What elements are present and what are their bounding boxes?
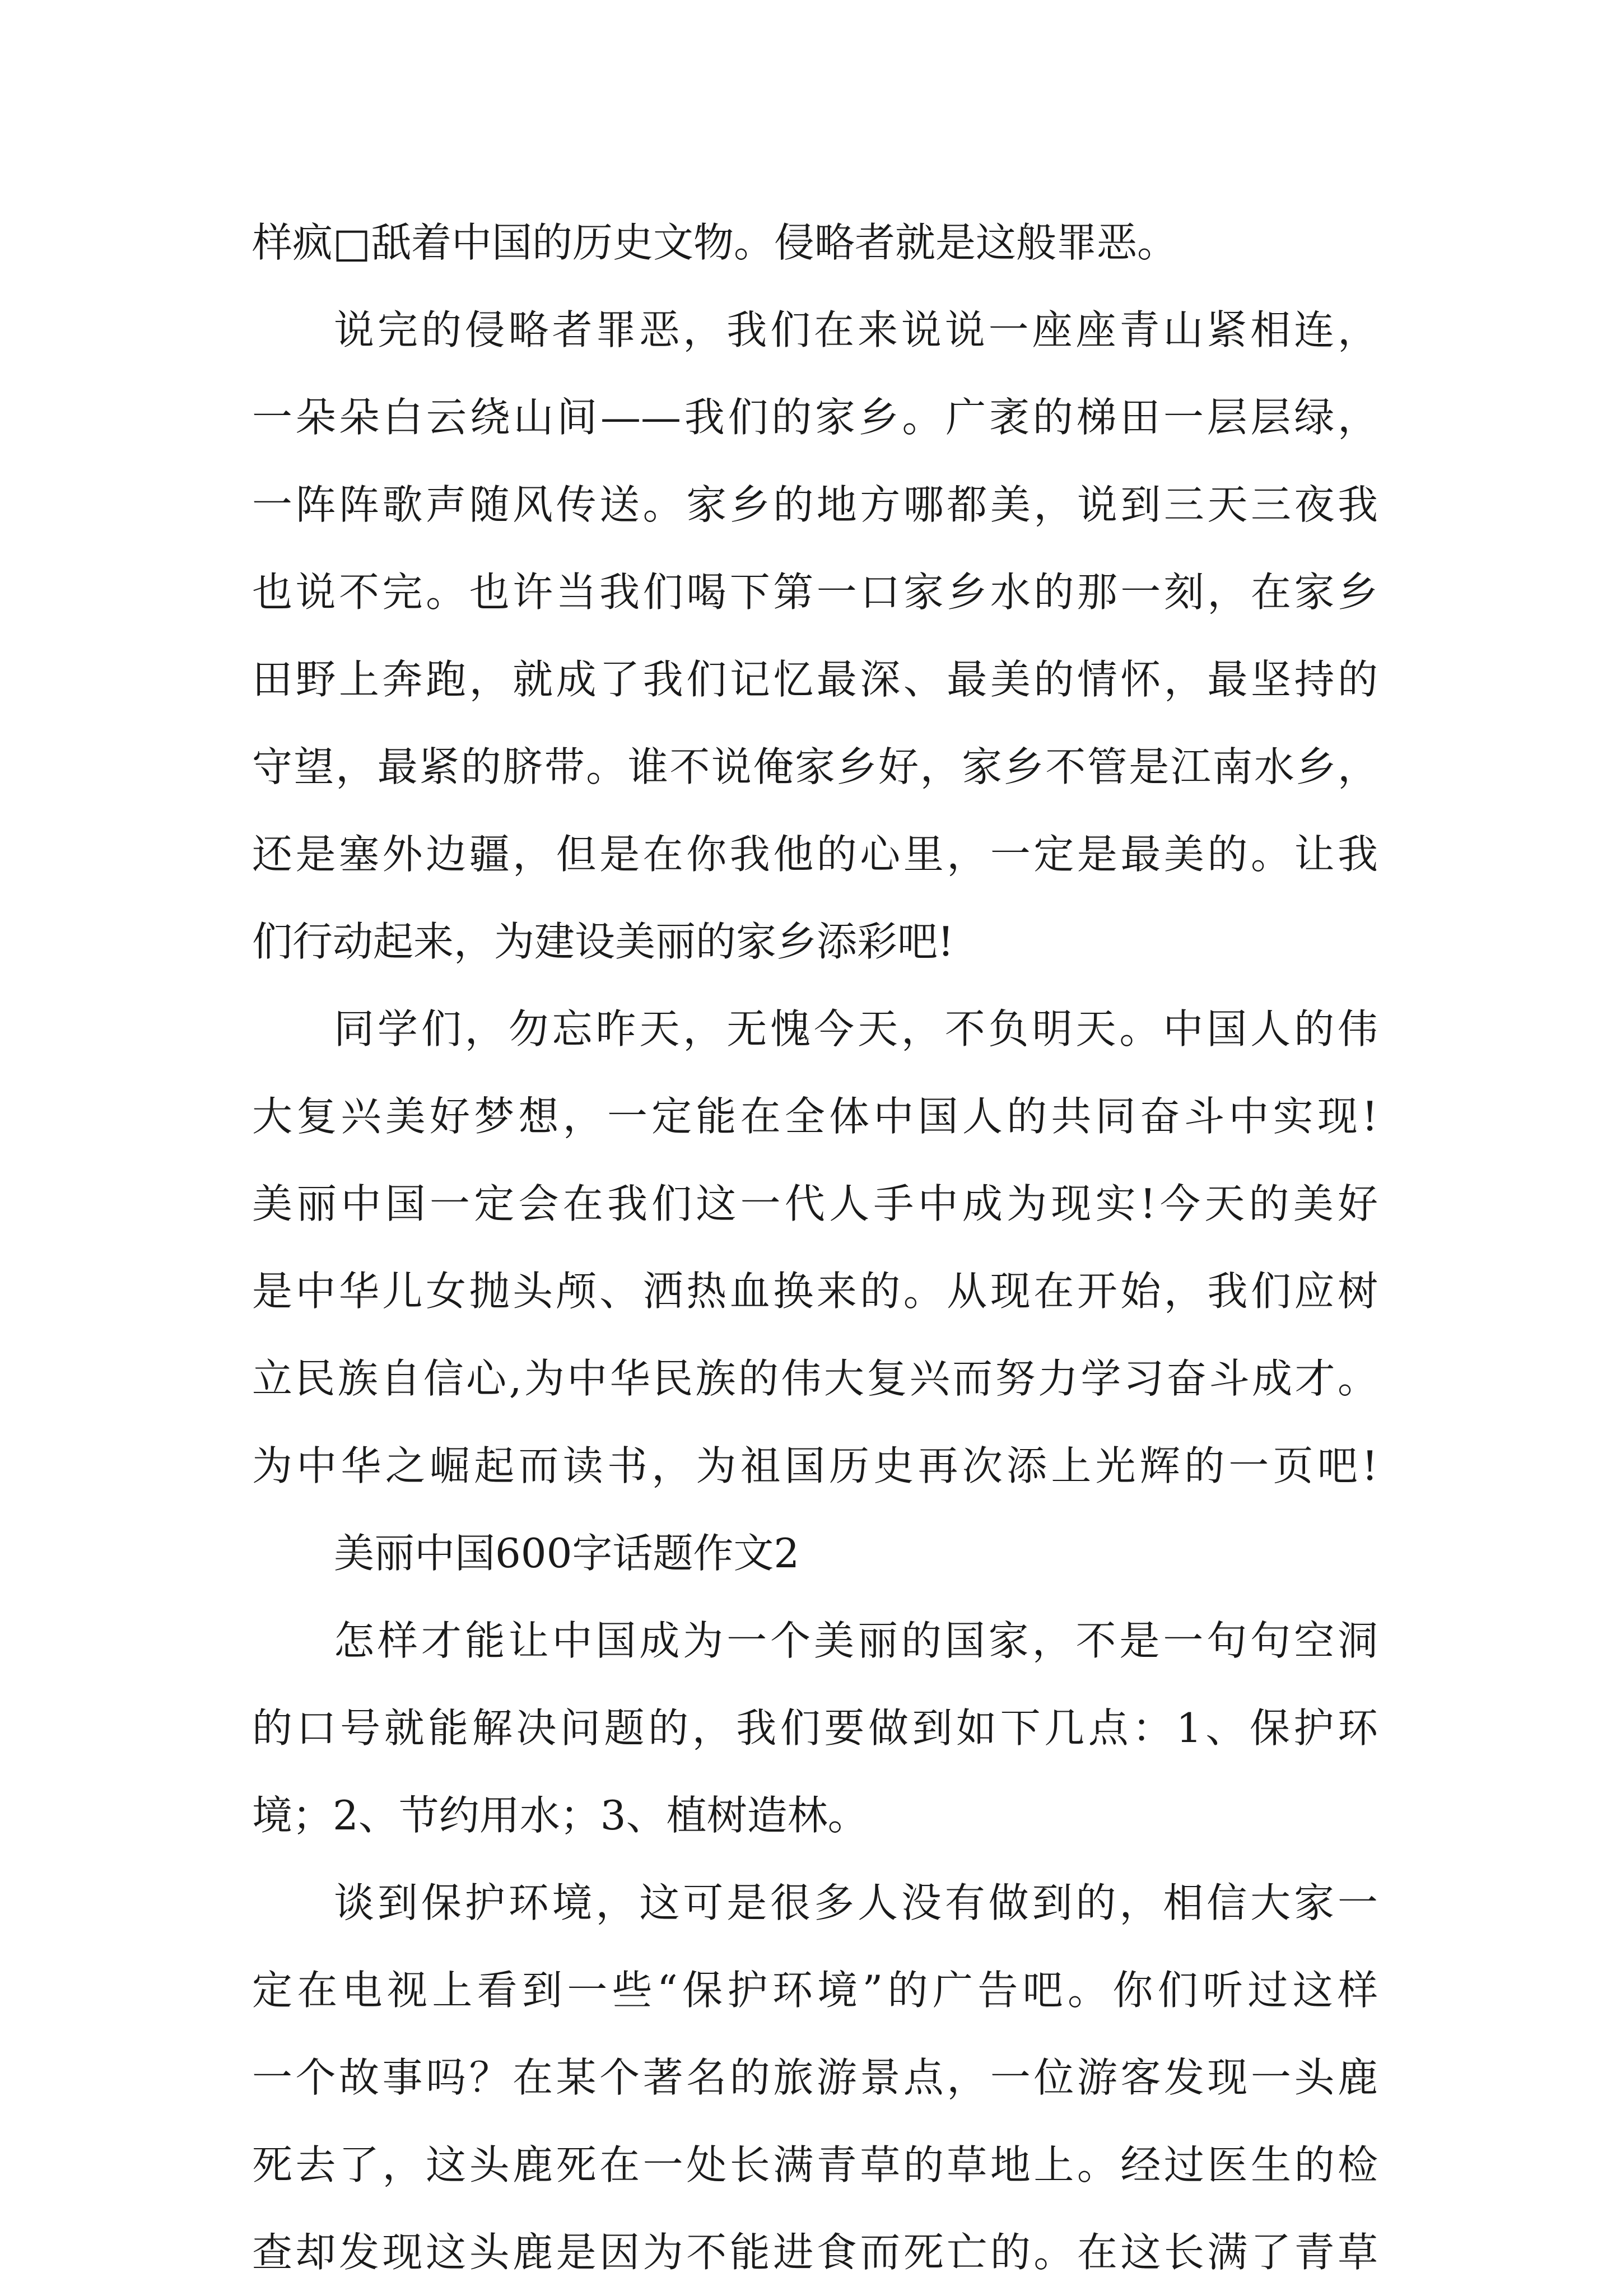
body-text <box>252 199 1378 2296</box>
text-line: 说完的侵略者罪恶，我们在来说说一座座青山紧相连， <box>334 306 1378 353</box>
text-line: 死去了，这头鹿死在一处长满青草的草地上。经过医生的检 <box>252 2141 1378 2188</box>
text-line: 也说不完。也许当我们喝下第一口家乡水的那一刻，在家乡 <box>252 569 1378 616</box>
text-line: 美丽中国一定会在我们这一代人手中成为现实!今天的美好 <box>252 1180 1378 1227</box>
text-line: 守望，最紧的脐带。谁不说俺家乡好，家乡不管是江南水乡， <box>252 743 1378 790</box>
text-line: 同学们，勿忘昨天，无愧今天，不负明天。中国人的伟 <box>334 1005 1378 1052</box>
text-line: 还是塞外边疆，但是在你我他的心里，一定是最美的。让我 <box>252 831 1378 878</box>
text-line: 一个故事吗？在某个著名的旅游景点，一位游客发现一头鹿 <box>252 2054 1378 2101</box>
text-line: 样疯□舐着中国的历史文物。侵略者就是这般罪恶。 <box>252 219 1178 266</box>
text-line: 定在电视上看到一些“保护环境”的广告吧。你们听过这样 <box>252 1967 1378 2014</box>
text-line: 大复兴美好梦想，一定能在全体中国人的共同奋斗中实现! <box>252 1093 1378 1140</box>
text-line: 的口号就能解决问题的，我们要做到如下几点：1、保护环 <box>252 1704 1378 1752</box>
text-line: 为中华之崛起而读书，为祖国历史再次添上光辉的一页吧! <box>252 1442 1378 1489</box>
text-line: 是中华儿女抛头颅、洒热血换来的。从现在开始，我们应树 <box>252 1268 1378 1315</box>
text-line: 查却发现这头鹿是因为不能进食而死亡的。在这长满了青草 <box>252 2229 1378 2276</box>
text-line: 立民族自信心,为中华民族的伟大复兴而努力学习奋斗成才。 <box>252 1355 1378 1402</box>
text-line: 一阵阵歌声随风传送。家乡的地方哪都美，说到三天三夜我 <box>252 481 1378 528</box>
text-line: 们行动起来，为建设美丽的家乡添彩吧! <box>252 918 954 965</box>
section-heading: 美丽中国600字话题作文2 <box>334 1530 800 1577</box>
text-line: 怎样才能让中国成为一个美丽的国家，不是一句句空洞 <box>334 1617 1378 1664</box>
text-line: 境；2、节约用水；3、植树造林。 <box>252 1792 868 1839</box>
text-line: 谈到保护环境，这可是很多人没有做到的，相信大家一 <box>334 1879 1378 1926</box>
text-line: 一朵朵白云绕山间——我们的家乡。广袤的梯田一层层绿， <box>252 394 1378 441</box>
text-line: 田野上奔跑，就成了我们记忆最深、最美的情怀，最坚持的 <box>252 656 1378 703</box>
